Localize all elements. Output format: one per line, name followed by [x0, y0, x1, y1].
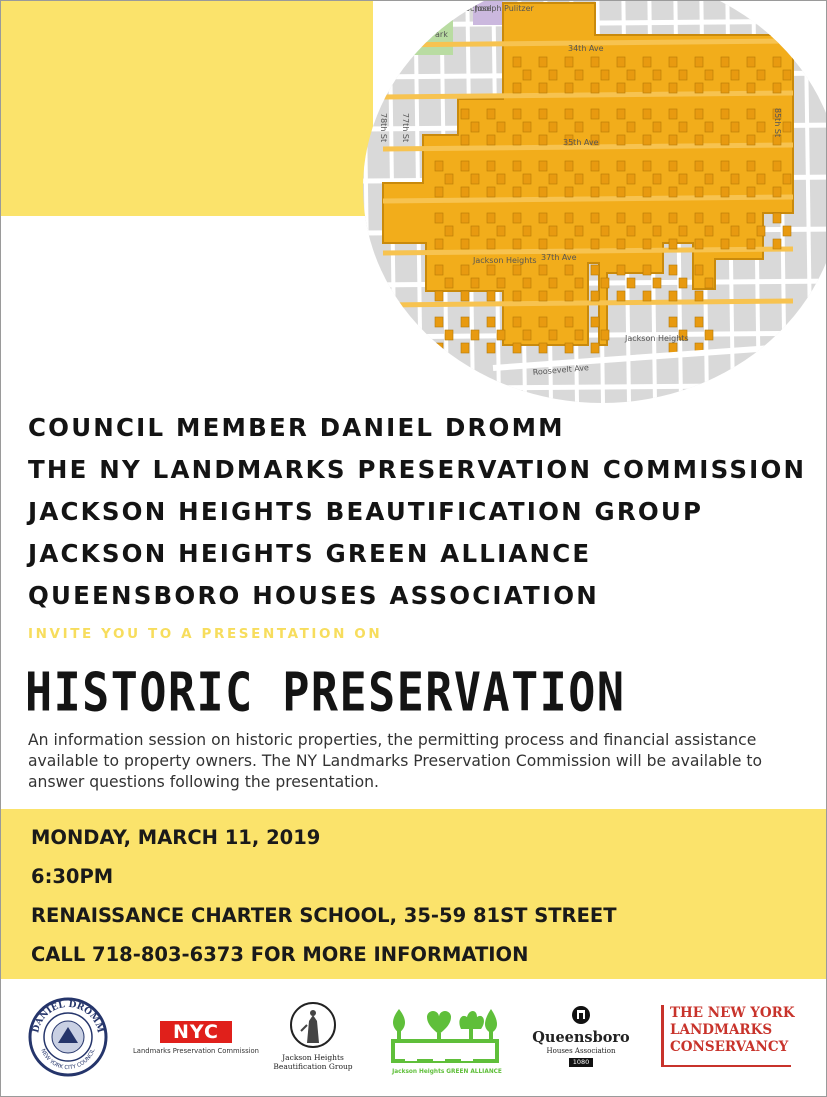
district-building: [591, 109, 599, 119]
district-building: [513, 57, 521, 67]
district-building: [487, 343, 495, 353]
district-building: [747, 161, 755, 171]
district-building: [591, 239, 599, 249]
district-building: [549, 330, 557, 340]
district-building: [461, 343, 469, 353]
district-building: [565, 213, 573, 223]
district-building: [487, 239, 495, 249]
district-building: [461, 317, 469, 327]
map-label-77th-st: 77th St: [401, 113, 410, 143]
yellow-corner-block: [1, 1, 373, 216]
jhga-logo: [387, 1005, 507, 1077]
district-building: [601, 278, 609, 288]
qha-name: Queensboro: [532, 1029, 630, 1046]
district-building: [747, 187, 755, 197]
district-building: [601, 330, 609, 340]
district-building: [539, 265, 547, 275]
district-building: [705, 70, 713, 80]
district-building: [669, 317, 677, 327]
district-building: [565, 57, 573, 67]
event-phone: CALL 718-803-6373 FOR MORE INFORMATION: [31, 943, 529, 966]
dromm-seal-icon: [28, 997, 108, 1077]
district-building: [721, 83, 729, 93]
district-building: [513, 317, 521, 327]
district-building: [461, 213, 469, 223]
headline-title: HISTORIC PRESERVATION: [25, 661, 626, 724]
district-building: [523, 226, 531, 236]
district-building: [617, 57, 625, 67]
district-building: [643, 57, 651, 67]
district-building: [695, 213, 703, 223]
district-building: [445, 174, 453, 184]
district-building: [487, 135, 495, 145]
lpc-logo: [121, 1021, 271, 1061]
district-building: [705, 330, 713, 340]
district-building: [565, 343, 573, 353]
district-building: [575, 174, 583, 184]
host-council-member: COUNCIL MEMBER DANIEL DROMM: [28, 413, 565, 442]
map-label-joseph-pulitzer: Joseph Pulitzer: [475, 4, 534, 13]
qha-year: 1080: [569, 1058, 593, 1067]
district-building: [695, 83, 703, 93]
district-building: [523, 70, 531, 80]
district-building: [591, 343, 599, 353]
qha-emblem-icon: [531, 1005, 631, 1025]
nylc-logo: [661, 1005, 795, 1067]
district-building: [669, 291, 677, 301]
lpc-caption: Landmarks Preservation Commission: [133, 1047, 259, 1055]
district-building: [471, 122, 479, 132]
district-building: [617, 83, 625, 93]
district-building: [721, 135, 729, 145]
jhbg-line-2: Beautification Group: [273, 1062, 353, 1071]
district-building: [617, 239, 625, 249]
district-building: [679, 70, 687, 80]
district-building: [643, 161, 651, 171]
district-building: [669, 83, 677, 93]
district-building: [747, 83, 755, 93]
district-building: [539, 57, 547, 67]
district-building: [669, 343, 677, 353]
qha-logo: [531, 1005, 631, 1075]
district-building: [627, 174, 635, 184]
district-building: [591, 57, 599, 67]
district-building: [617, 213, 625, 223]
map-avenue: [363, 385, 827, 389]
district-building: [575, 330, 583, 340]
district-building: [773, 187, 781, 197]
district-building: [497, 330, 505, 340]
district-building: [705, 174, 713, 184]
district-building: [487, 213, 495, 223]
district-building: [539, 135, 547, 145]
district-building: [721, 109, 729, 119]
district-building: [617, 161, 625, 171]
district-building: [757, 70, 765, 80]
map-label-jackson-heights-south: Jackson Heights: [625, 334, 689, 343]
nylc-line-2: LANDMARKS: [670, 1022, 773, 1038]
district-building: [539, 187, 547, 197]
district-building: [617, 187, 625, 197]
district-building: [643, 187, 651, 197]
district-building: [565, 187, 573, 197]
district-building: [513, 239, 521, 249]
event-time: 6:30PM: [31, 865, 114, 888]
district-building: [731, 70, 739, 80]
district-building: [773, 213, 781, 223]
district-building: [461, 239, 469, 249]
district-building: [461, 161, 469, 171]
district-building: [487, 317, 495, 327]
district-building: [513, 83, 521, 93]
district-building: [627, 70, 635, 80]
district-building: [601, 226, 609, 236]
district-building: [773, 161, 781, 171]
jhbg-line-1: Jackson Heights: [282, 1053, 344, 1062]
district-building: [617, 291, 625, 301]
district-building: [435, 265, 443, 275]
district-building: [721, 57, 729, 67]
district-building: [513, 161, 521, 171]
map-label-34th-ave: 34th Ave: [568, 44, 604, 53]
district-building: [643, 265, 651, 275]
host-queensboro: QUEENSBORO HOUSES ASSOCIATION: [28, 581, 599, 610]
district-building: [461, 291, 469, 301]
district-building: [653, 70, 661, 80]
district-building: [757, 226, 765, 236]
district-building: [669, 109, 677, 119]
district-building: [669, 135, 677, 145]
district-building: [591, 291, 599, 301]
district-building: [705, 278, 713, 288]
map-label-travers-park: Travers Park: [399, 30, 448, 39]
district-building: [757, 174, 765, 184]
district-building: [539, 317, 547, 327]
map-label-garden-school: Garden School: [433, 4, 492, 13]
district-building: [435, 239, 443, 249]
district-building: [591, 265, 599, 275]
host-jhbg: JACKSON HEIGHTS BEAUTIFICATION GROUP: [28, 497, 704, 526]
district-building: [435, 317, 443, 327]
district-building: [445, 278, 453, 288]
district-building: [643, 109, 651, 119]
district-building: [773, 239, 781, 249]
district-building: [565, 109, 573, 119]
district-building: [539, 161, 547, 171]
district-building: [549, 174, 557, 184]
district-building: [513, 291, 521, 301]
district-building: [497, 174, 505, 184]
district-building: [445, 330, 453, 340]
district-building: [653, 122, 661, 132]
district-building: [523, 278, 531, 288]
district-building: [627, 226, 635, 236]
district-building: [565, 239, 573, 249]
district-building: [669, 161, 677, 171]
district-building: [627, 122, 635, 132]
district-building: [523, 330, 531, 340]
nyc-wordmark: NYC: [160, 1021, 232, 1043]
map-label-85th-st: 85th St: [773, 108, 782, 138]
district-building: [695, 187, 703, 197]
district-building: [539, 109, 547, 119]
district-building: [591, 187, 599, 197]
nylc-line-1: THE NEW YORK: [670, 1005, 795, 1021]
district-building: [653, 174, 661, 184]
district-building: [575, 122, 583, 132]
district-building: [669, 239, 677, 249]
district-building: [591, 161, 599, 171]
district-building: [695, 291, 703, 301]
host-jhga: JACKSON HEIGHTS GREEN ALLIANCE: [28, 539, 592, 568]
district-building: [601, 70, 609, 80]
district-building: [747, 109, 755, 119]
district-building: [617, 109, 625, 119]
qha-sub: Houses Association: [546, 1047, 616, 1055]
district-building: [747, 135, 755, 145]
sponsor-logo-strip: [1, 979, 827, 1097]
district-building: [747, 213, 755, 223]
invite-line: INVITE YOU TO A PRESENTATION ON: [28, 626, 383, 642]
district-building: [523, 122, 531, 132]
district-building: [669, 265, 677, 275]
district-building: [445, 226, 453, 236]
district-building: [539, 291, 547, 301]
district-building: [679, 174, 687, 184]
district-building: [617, 135, 625, 145]
district-building: [523, 174, 531, 184]
district-building: [487, 291, 495, 301]
dromm-seal-logo: [28, 997, 108, 1077]
green-alliance-icon: [387, 1005, 507, 1065]
district-building: [653, 226, 661, 236]
map-label-jackson-heights-north: Jackson Heights: [473, 256, 537, 265]
district-building: [539, 343, 547, 353]
district-building: [695, 239, 703, 249]
district-building: [783, 174, 791, 184]
district-building: [471, 330, 479, 340]
map-svg: [363, 0, 827, 403]
district-building: [435, 343, 443, 353]
district-building: [539, 213, 547, 223]
district-building: [721, 161, 729, 171]
district-building: [731, 226, 739, 236]
district-building: [643, 213, 651, 223]
district-building: [487, 109, 495, 119]
district-building: [487, 161, 495, 171]
district-building: [471, 174, 479, 184]
district-building: [679, 226, 687, 236]
district-building: [721, 239, 729, 249]
district-building: [497, 278, 505, 288]
district-building: [513, 187, 521, 197]
district-building: [513, 135, 521, 145]
district-building: [575, 278, 583, 288]
map-label-roosevelt-ave: Roosevelt Ave: [532, 363, 590, 377]
district-building: [643, 239, 651, 249]
district-building: [471, 226, 479, 236]
district-building: [757, 122, 765, 132]
district-building: [435, 161, 443, 171]
district-building: [565, 161, 573, 171]
district-building: [565, 291, 573, 301]
district-building: [695, 109, 703, 119]
svg-text:NEW YORK CITY COUNCIL: NEW YORK CITY COUNCIL: [39, 1048, 97, 1072]
district-building: [549, 122, 557, 132]
district-building: [513, 109, 521, 119]
map-label-35th-ave: 35th Ave: [563, 138, 599, 147]
district-building: [669, 57, 677, 67]
district-building: [695, 57, 703, 67]
district-building: [721, 187, 729, 197]
map-label-78th-st: 78th St: [379, 113, 388, 143]
district-building: [643, 291, 651, 301]
map-label-37th-ave: 37th Ave: [541, 253, 577, 262]
district-building: [461, 187, 469, 197]
district-building: [565, 317, 573, 327]
district-building: [669, 187, 677, 197]
district-building: [773, 57, 781, 67]
district-building: [539, 83, 547, 93]
district-building: [487, 265, 495, 275]
district-building: [591, 83, 599, 93]
district-building: [549, 70, 557, 80]
district-building: [513, 343, 521, 353]
district-building: [497, 122, 505, 132]
district-building: [601, 122, 609, 132]
host-lpc: THE NY LANDMARKS PRESERVATION COMMISSION: [28, 455, 807, 484]
district-building: [513, 265, 521, 275]
district-building: [731, 174, 739, 184]
district-building: [731, 122, 739, 132]
jhbg-logo: [271, 1001, 355, 1081]
district-building: [549, 278, 557, 288]
district-building: [679, 278, 687, 288]
district-building: [471, 278, 479, 288]
district-building: [695, 317, 703, 327]
district-building: [679, 122, 687, 132]
district-building: [435, 187, 443, 197]
district-building: [591, 317, 599, 327]
district-building: [565, 83, 573, 93]
district-building: [461, 135, 469, 145]
district-building: [705, 122, 713, 132]
district-building: [783, 122, 791, 132]
district-building: [435, 291, 443, 301]
district-building: [497, 226, 505, 236]
district-building: [783, 226, 791, 236]
district-building: [591, 213, 599, 223]
host-list: [28, 407, 818, 617]
district-building: [783, 70, 791, 80]
district-building: [721, 213, 729, 223]
district-building: [513, 213, 521, 223]
event-details-band: [1, 809, 827, 979]
historic-district-map: [363, 0, 827, 403]
district-building: [539, 239, 547, 249]
district-building: [653, 278, 661, 288]
event-date: MONDAY, MARCH 11, 2019: [31, 826, 321, 849]
district-building: [773, 83, 781, 93]
district-building: [617, 265, 625, 275]
district-building: [461, 109, 469, 119]
district-building: [461, 265, 469, 275]
district-building: [575, 226, 583, 236]
district-building: [435, 213, 443, 223]
svg-text:DANIEL DROMM: DANIEL DROMM: [31, 999, 105, 1035]
district-building: [601, 174, 609, 184]
jhga-caption: Jackson Heights GREEN ALLIANCE: [392, 1069, 502, 1075]
district-building: [695, 135, 703, 145]
district-building: [695, 265, 703, 275]
nylc-line-3: CONSERVANCY: [670, 1039, 789, 1055]
district-building: [705, 226, 713, 236]
district-building: [643, 83, 651, 93]
district-building: [643, 135, 651, 145]
statue-icon: [271, 1001, 355, 1049]
district-building: [695, 161, 703, 171]
event-description: An information session on historic properties, the permitting process and financial assistance available to property owners. The NY Landmarks Preservation Commission will be available to answer questions following the presentation.: [28, 731, 763, 791]
event-location: RENAISSANCE CHARTER SCHOOL, 35-59 81ST STREET: [31, 904, 617, 927]
district-building: [669, 213, 677, 223]
district-building: [747, 239, 755, 249]
district-building: [549, 226, 557, 236]
district-building: [747, 57, 755, 67]
district-building: [575, 70, 583, 80]
district-building: [487, 187, 495, 197]
district-building: [565, 265, 573, 275]
district-building: [627, 278, 635, 288]
